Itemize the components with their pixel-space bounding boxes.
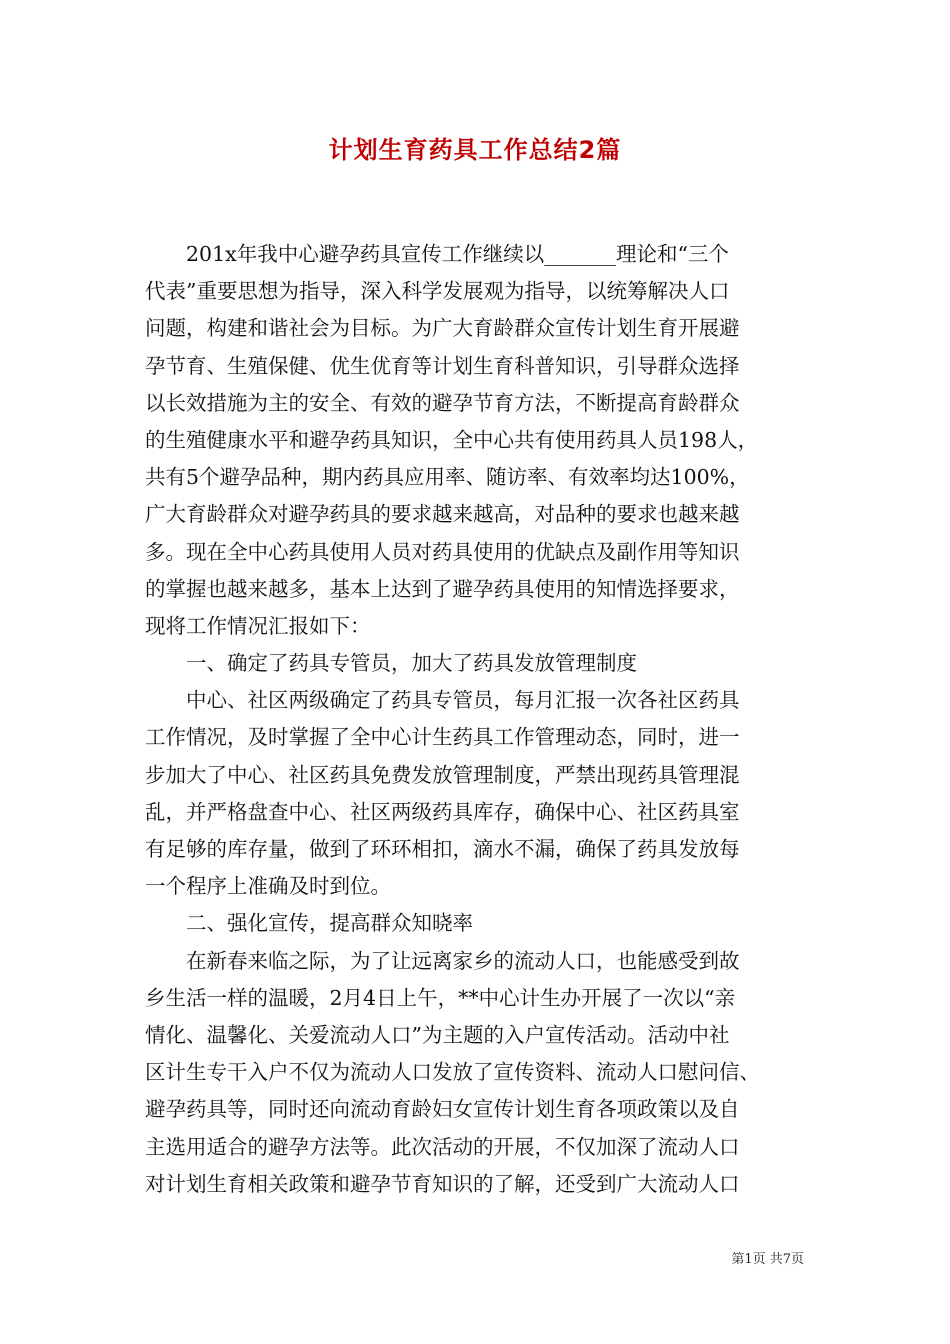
body-line: 区计生专干入户不仅为流动人口发放了宣传资料、流动人口慰问信、 bbox=[145, 1060, 760, 1085]
body-line: 避孕药具等，同时还向流动育龄妇女宣传计划生育各项政策以及自 bbox=[145, 1097, 740, 1122]
body-line: 中心、社区两级确定了药具专管员，每月汇报一次各社区药具 bbox=[186, 688, 740, 713]
body-line: 多。现在全中心药具使用人员对药具使用的优缺点及副作用等知识 bbox=[145, 539, 740, 564]
body-line: 代表”重要思想为指导，深入科学发展观为指导，以统筹解决人口 bbox=[145, 279, 730, 304]
body-line: 现将工作情况汇报如下： bbox=[145, 613, 371, 638]
document-body bbox=[145, 236, 810, 1203]
body-line: 乡生活一样的温暖，2月4日上午，**中心计生办开展了一次以“亲 bbox=[145, 985, 736, 1010]
body-line: 问题，构建和谐社会为目标。为广大育龄群众宣传计划生育开展避 bbox=[145, 316, 740, 341]
body-line: 在新春来临之际，为了让远离家乡的流动人口，也能感受到故 bbox=[186, 948, 740, 973]
body-line: 有足够的库存量，做到了环环相扣，滴水不漏，确保了药具发放每 bbox=[145, 837, 740, 861]
body-line: 二、强化宣传，提高群众知晓率 bbox=[186, 911, 473, 936]
body-line: 工作情况，及时掌握了全中心计生药具工作管理动态，同时，进一 bbox=[145, 725, 740, 750]
body-line: 201x年我中心避孕药具宣传工作继续以_______理论和“三个 bbox=[186, 242, 729, 266]
body-line: 步加大了中心、社区药具免费发放管理制度，严禁出现药具管理混 bbox=[145, 762, 740, 787]
body-line: 乱，并严格盘查中心、社区两级药具库存，确保中心、社区药具室 bbox=[145, 799, 740, 824]
body-line: 主选用适合的避孕方法等。此次活动的开展，不仅加深了流动人口 bbox=[145, 1134, 740, 1159]
body-line: 共有5个避孕品种，期内药具应用率、随访率、有效率均达100%， bbox=[145, 465, 750, 490]
body-line: 一个程序上准确及时到位。 bbox=[145, 874, 391, 899]
body-line: 对计划生育相关政策和避孕节育知识的了解，还受到广大流动人口 bbox=[145, 1171, 740, 1196]
document-title: 计划生育药具工作总结2篇 bbox=[328, 136, 622, 164]
body-line: 的生殖健康水平和避孕药具知识，全中心共有使用药具人员198人， bbox=[145, 427, 759, 452]
page-footer: 第1页 共7页 bbox=[731, 1252, 804, 1267]
body-line: 孕节育、生殖保健、优生优育等计划生育科普知识，引导群众选择 bbox=[145, 353, 740, 378]
body-line: 广大育龄群众对避孕药具的要求越来越高，对品种的要求也越来越 bbox=[145, 502, 740, 527]
body-line: 以长效措施为主的安全、有效的避孕节育方法，不断提高育龄群众 bbox=[145, 390, 740, 415]
body-line: 的掌握也越来越多，基本上达到了避孕药具使用的知情选择要求， bbox=[145, 576, 740, 601]
body-line: 一、确定了药具专管员，加大了药具发放管理制度 bbox=[186, 651, 637, 676]
body-line: 情化、温馨化、关爱流动人口”为主题的入户宣传活动。活动中社 bbox=[145, 1022, 730, 1047]
